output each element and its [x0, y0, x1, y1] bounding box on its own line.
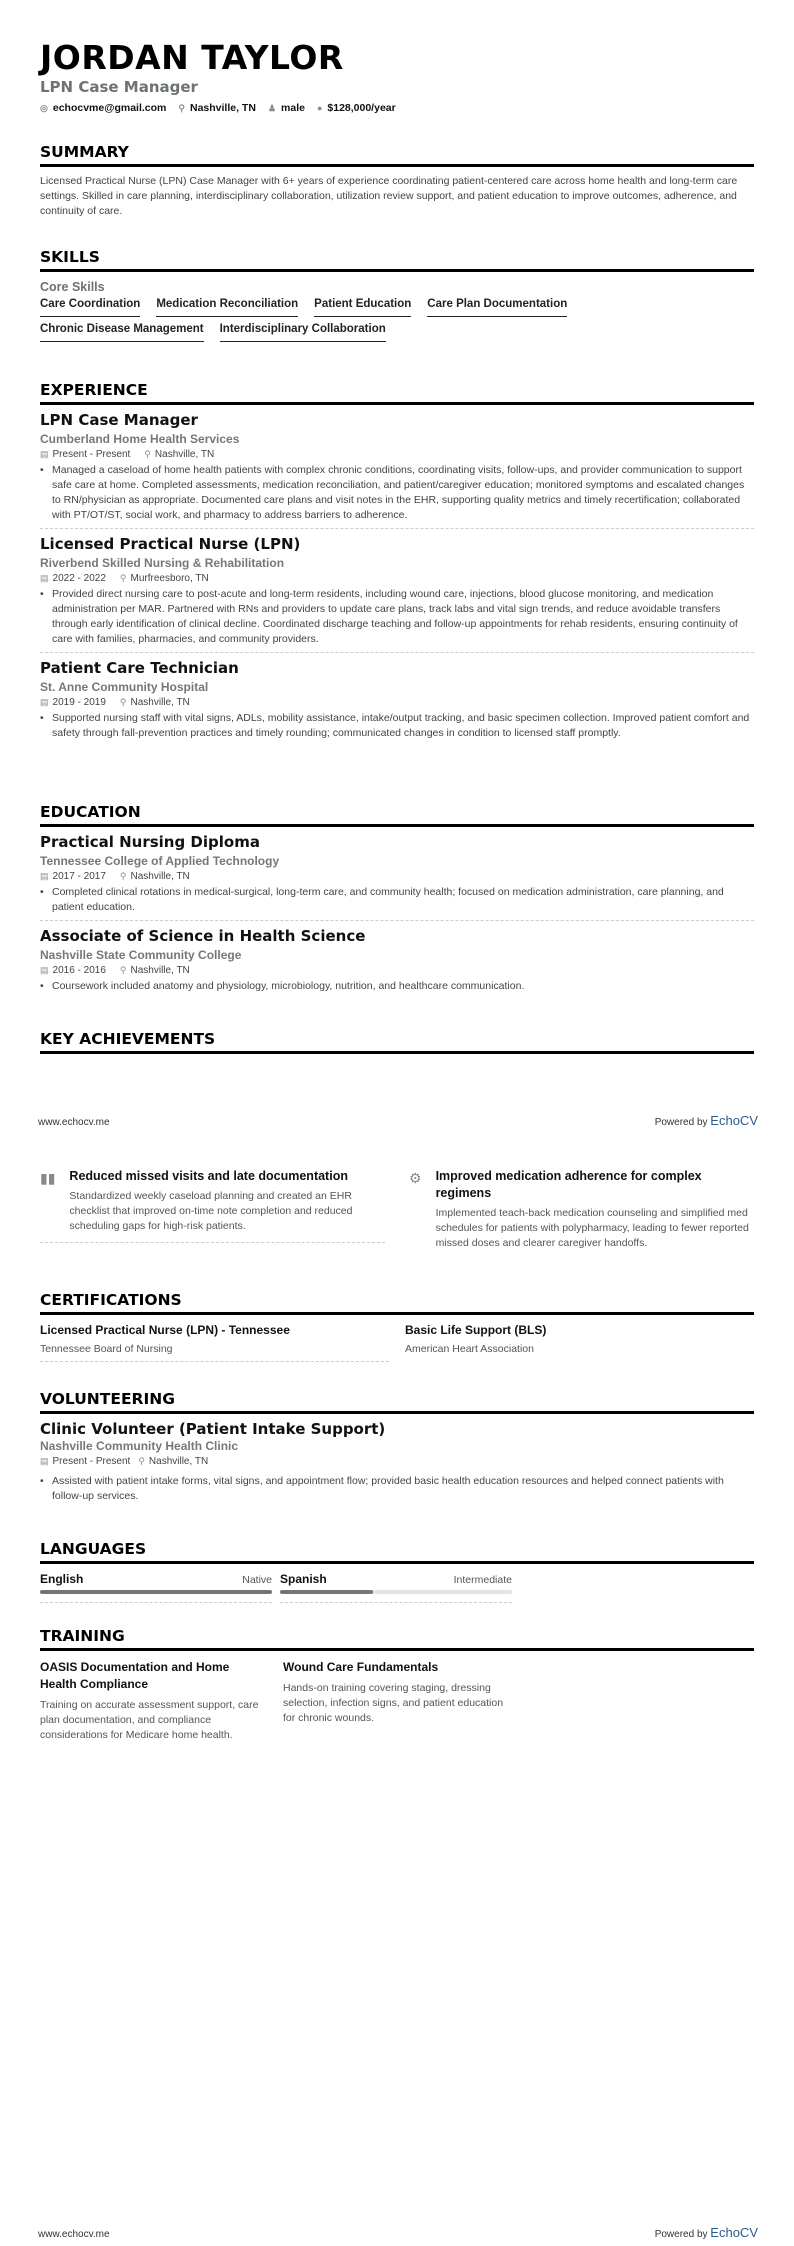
- section-heading: SUMMARY: [40, 143, 754, 167]
- location-icon: ⚲: [119, 697, 127, 707]
- contact-gender: ♟ male: [267, 102, 305, 114]
- section-heading: VOLUNTEERING: [40, 1390, 754, 1414]
- achievement-title: Improved medication adherence for complex regimens: [435, 1169, 702, 1200]
- education-entry: Associate of Science in Health Science Nashville State Community College ▤ 2016 - 2016 ⚲ Nashville, TN • Coursework included anatomy and physiology, microbiology, nutrition, and healthcare communication.: [40, 927, 754, 999]
- section-heading: SKILLS: [40, 248, 754, 272]
- certification-title: Licensed Practical Nurse (LPN) - Tennessee: [40, 1323, 290, 1337]
- training-title: Wound Care Fundamentals: [283, 1660, 439, 1674]
- skill-tag: Care Coordination: [40, 298, 140, 317]
- experience-entry: Licensed Practical Nurse (LPN) Riverbend Skilled Nursing & Rehabilitation ▤ 2022 - 2022 ⚲ Murfreesboro, TN • Provided direct nursing care to post-acute and long-term residents, including wound care, injections, blood glucose monitoring, and medication administration per MAR. Partnered with RNs and providers to update care plans, track labs and vital sign trends, and reduce avoidable transfers through early identification of clinical decline. Coordinated discharge teaching and follow-up appointments for rehab residents, ensuring continuity of care with families, pharmacies, and community providers.: [40, 535, 754, 653]
- skills-section: [40, 248, 754, 342]
- certifications-section: [40, 1291, 754, 1362]
- experience-entry: LPN Case Manager Cumberland Home Health Services ▤ Present - Present ⚲ Nashville, TN • Managed a caseload of home health patients with complex chronic conditions, coordinating visits, follow-ups, and provider communication to support safe care at home. Completed assessments, medication reconciliation, and patient/caregiver education; monitored symptoms and escalated changes to RN/physician as appropriate. Documented care plans and visit notes in the EHR, supporting quality metrics and timely recertification; collaborated with PT/OT/ST, social work, and pharmacy to address barriers to adherence.: [40, 411, 754, 529]
- degree-title: Associate of Science in Health Science: [40, 927, 366, 945]
- footer-brand[interactable]: EchoCV: [710, 1113, 758, 1128]
- employer: Cumberland Home Health Services: [40, 432, 240, 446]
- volunteering-section: [40, 1390, 754, 1509]
- experience-section: [40, 381, 754, 746]
- job-description: • Supported nursing staff with vital signs, ADLs, mobility assistance, intake/output tracking, and basic specimen collection. Improved patient comfort and safety through fall-prevention practices and timely rounding; communicated changes in condition to licensed staff promptly.: [40, 711, 754, 741]
- language-name: English: [40, 1572, 84, 1586]
- contact-location: ⚲ Nashville, TN: [178, 102, 256, 114]
- employer: St. Anne Community Hospital: [40, 680, 209, 694]
- language-level: Intermediate: [453, 1574, 512, 1586]
- language-name: Spanish: [280, 1572, 327, 1586]
- section-heading: TRAINING: [40, 1627, 754, 1651]
- certification-issuer: American Heart Association: [405, 1343, 534, 1355]
- candidate-name: JORDAN TAYLOR: [40, 38, 344, 77]
- page-footer: [38, 2225, 758, 2240]
- training-description: Training on accurate assessment support, care plan documentation, and compliance considerations for Medicare home health.: [40, 1699, 259, 1741]
- location-icon: ⚲: [119, 965, 127, 975]
- language-proficiency-bar: [40, 1590, 272, 1594]
- skill-tag: Medication Reconciliation: [156, 298, 298, 317]
- person-icon: ♟: [267, 102, 277, 113]
- volunteer-role: Clinic Volunteer (Patient Intake Support): [40, 1420, 386, 1438]
- certification-issuer: Tennessee Board of Nursing: [40, 1343, 173, 1355]
- volunteer-description: • Assisted with patient intake forms, vital signs, and appointment flow; provided basic health education resources and helped connect patients with follow-up services.: [40, 1474, 754, 1504]
- calendar-icon: ▤: [40, 449, 49, 459]
- language-level: Native: [242, 1574, 272, 1586]
- training-title: OASIS Documentation and Home Health Compliance: [40, 1660, 230, 1691]
- contact-list: [40, 102, 760, 114]
- education-description: • Completed clinical rotations in medical-surgical, long-term care, and community health; focused on medication administration, care planning, and patient education.: [40, 885, 754, 915]
- candidate-title: LPN Case Manager: [40, 78, 198, 96]
- achievement-item: [40, 1168, 385, 1243]
- contact-salary: ● $128,000/year: [316, 102, 396, 114]
- skill-tag: Interdisciplinary Collaboration: [220, 323, 386, 342]
- calendar-icon: ▤: [40, 573, 49, 583]
- section-heading: KEY ACHIEVEMENTS: [40, 1030, 754, 1054]
- education-entry: Practical Nursing Diploma Tennessee College of Applied Technology ▤ 2017 - 2017 ⚲ Nashville, TN • Completed clinical rotations in medical-surgical, long-term care, and community health; focused on medication administration, care planning, and patient education.: [40, 833, 754, 921]
- volunteer-org: Nashville Community Health Clinic: [40, 1439, 239, 1453]
- experience-entry: Patient Care Technician St. Anne Community Hospital ▤ 2019 - 2019 ⚲ Nashville, TN • Supported nursing staff with vital signs, ADLs, mobility assistance, intake/output tracking, and basic specimen collection. Improved patient comfort and safety through fall-prevention practices and timely rounding; communicated changes in condition to licensed staff promptly.: [40, 659, 754, 746]
- language-proficiency-bar: [280, 1590, 512, 1594]
- languages-section: [40, 1540, 754, 1603]
- summary-text: Licensed Practical Nurse (LPN) Case Manager with 6+ years of experience coordinating patient-centered care across home health and long-term care settings. Skilled in care planning, interdisciplinary collaboration, utilization review support, and patient education to improve outcomes, adherence, and continuity of care.: [40, 175, 738, 217]
- gear-icon: ⚙: [409, 1170, 422, 1186]
- education-description: • Coursework included anatomy and physiology, microbiology, nutrition, and healthcare communication.: [40, 979, 754, 994]
- salary-icon: ●: [316, 103, 323, 113]
- job-title: Licensed Practical Nurse (LPN): [40, 535, 301, 553]
- calendar-icon: ▤: [40, 1456, 49, 1466]
- education-section: [40, 803, 754, 999]
- certification-item: [405, 1323, 754, 1362]
- achievements-list: [40, 1168, 754, 1251]
- footer-brand[interactable]: EchoCV: [710, 2225, 758, 2240]
- school: Tennessee College of Applied Technology: [40, 854, 280, 868]
- language-item: [40, 1572, 272, 1603]
- degree-title: Practical Nursing Diploma: [40, 833, 260, 851]
- achievement-item: [409, 1168, 754, 1251]
- language-item: [280, 1572, 512, 1603]
- email-icon: ◎: [40, 102, 48, 113]
- footer-site-link[interactable]: www.echocv.me: [38, 2229, 110, 2240]
- footer-powered-by: Powered by EchoCV: [654, 1113, 758, 1128]
- skill-tag: Chronic Disease Management: [40, 323, 204, 342]
- section-heading: CERTIFICATIONS: [40, 1291, 754, 1315]
- achievement-description: Implemented teach-back medication counseling and simplified med schedules for patients with polypharmacy, leading to fewer reported missed doses and clearer caregiver handoffs.: [435, 1207, 749, 1249]
- skill-tag: Care Plan Documentation: [427, 298, 567, 317]
- footer-powered-by: Powered by EchoCV: [654, 2225, 758, 2240]
- training-item: [40, 1659, 265, 1743]
- skills-group-label: Core Skills: [40, 280, 105, 294]
- location-icon: ⚲: [119, 871, 127, 881]
- calendar-icon: ▤: [40, 697, 49, 707]
- contact-email[interactable]: ◎ echocvme@gmail.com: [40, 102, 167, 114]
- section-heading: EXPERIENCE: [40, 381, 754, 405]
- book-icon: ▮▮: [40, 1170, 56, 1186]
- certification-item: [40, 1323, 389, 1362]
- achievement-title: Reduced missed visits and late documentation: [69, 1169, 348, 1183]
- training-section: [40, 1627, 754, 1743]
- achievements-section: [40, 1030, 754, 1054]
- footer-site-link[interactable]: www.echocv.me: [38, 1117, 110, 1128]
- job-title: LPN Case Manager: [40, 411, 198, 429]
- job-title: Patient Care Technician: [40, 659, 239, 677]
- calendar-icon: ▤: [40, 965, 49, 975]
- location-icon: ⚲: [119, 573, 127, 583]
- location-icon: ⚲: [144, 449, 151, 459]
- section-heading: EDUCATION: [40, 803, 754, 827]
- page-footer: [38, 1113, 758, 1128]
- volunteering-entry: Clinic Volunteer (Patient Intake Support) Nashville Community Health Clinic ▤ Present - Present ⚲ Nashville, TN • Assisted with patient intake forms, vital signs, and appointment flow; provided basic health education resources and helped connect patients with follow-up services.: [40, 1420, 754, 1509]
- resume-header: [40, 38, 760, 114]
- certification-title: Basic Life Support (BLS): [405, 1323, 547, 1337]
- training-item: [283, 1659, 508, 1743]
- summary-section: [40, 143, 754, 219]
- location-icon: ⚲: [138, 1456, 145, 1466]
- skills-list: [40, 298, 660, 342]
- achievement-description: Standardized weekly caseload planning and created an EHR checklist that improved on-time note completion and reduced scheduling gaps for high-risk patients.: [69, 1190, 353, 1232]
- calendar-icon: ▤: [40, 871, 49, 881]
- job-description: • Managed a caseload of home health patients with complex chronic conditions, coordinating visits, follow-ups, and provider communication to support safe care at home. Completed assessments, medication reconciliation, and patient/caregiver education; monitored symptoms and escalated changes to RN/physician as appropriate. Documented care plans and visit notes in the EHR, supporting quality metrics and timely recertification; collaborated with PT/OT/ST, social work, and pharmacy to address barriers to adherence.: [40, 463, 754, 523]
- section-heading: LANGUAGES: [40, 1540, 754, 1564]
- training-description: Hands-on training covering staging, dressing selection, infection signs, and patient education for chronic wounds.: [283, 1682, 504, 1724]
- employer: Riverbend Skilled Nursing & Rehabilitation: [40, 556, 285, 570]
- skill-tag: Patient Education: [314, 298, 411, 317]
- location-icon: ⚲: [178, 102, 185, 113]
- school: Nashville State Community College: [40, 948, 242, 962]
- job-description: • Provided direct nursing care to post-acute and long-term residents, including wound care, injections, blood glucose monitoring, and medication administration per MAR. Partnered with RNs and providers to update care plans, track labs and vital sign trends, and reduce avoidable transfers through early identification of clinical decline. Coordinated discharge teaching and follow-up appointments for rehab residents, ensuring continuity of care with families, pharmacies, and community providers.: [40, 587, 754, 647]
